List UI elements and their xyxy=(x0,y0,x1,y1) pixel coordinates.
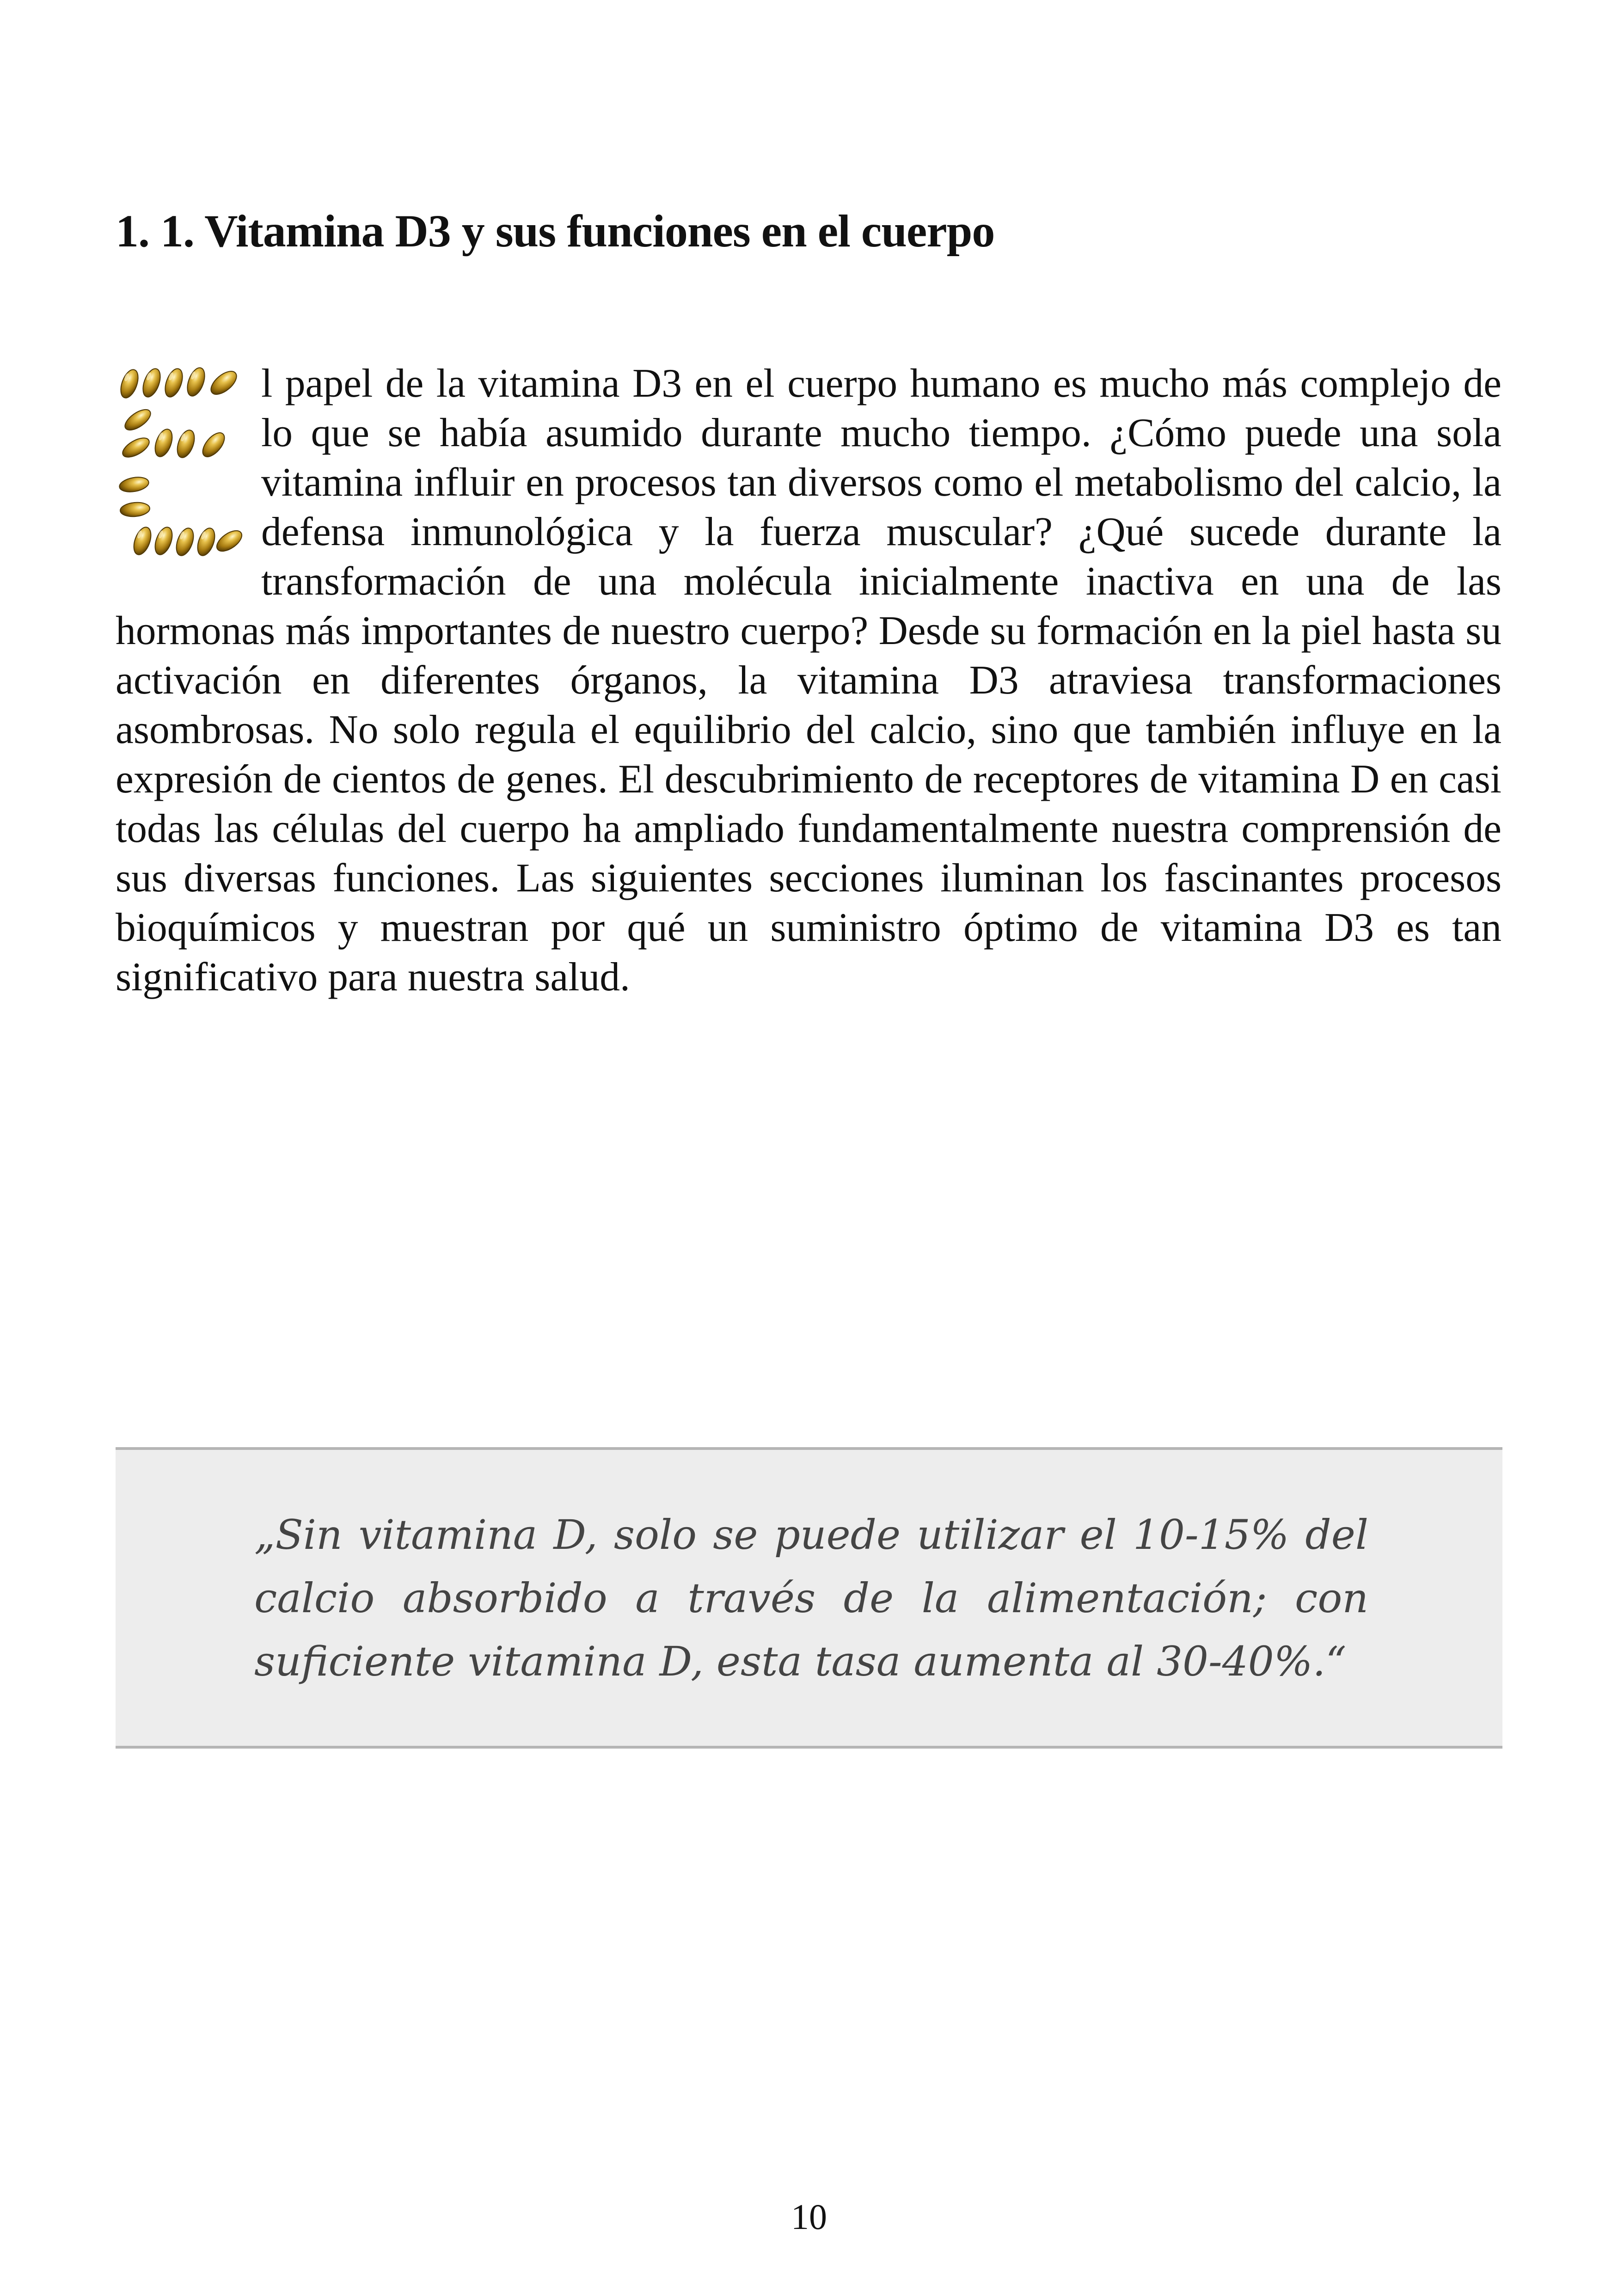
pull-quote-box xyxy=(116,1447,1502,1749)
page-number: 10 xyxy=(791,2197,827,2237)
intro-paragraph xyxy=(116,358,1502,1001)
section-heading: 1. 1. Vitamina D3 y sus funciones en el cuerpo xyxy=(116,205,995,257)
pull-quote-text: „Sin vitamina D, solo se puede utilizar el 10-15% del calcio absorbido a través de la alimentación; con suficiente vitamina D, esta tasa aumenta al 30-40%.“ xyxy=(254,1511,1368,1685)
intro-text: l papel de la vitamina D3 en el cuerpo humano es mucho más complejo de lo que se había asumido durante mucho tiempo. ¿Cómo puede una sola vitamina influir en procesos tan diversos como el metabolismo del calcio, la defensa inmunológica y la fuerza muscular? ¿Qué sucede durante la transformación de una molécula inicialmente inactiva en una de las hormonas más importantes de nuestro cuerpo? Desde su formación en la piel hasta su activación en diferentes órganos, la vitamina D3 atraviesa transformaciones asombrosas. No solo regula el equilibrio del calcio, sino que también influye en la expresión de cientos de genes. El descubrimiento de receptores de vitamina D en casi todas las células del cuerpo ha ampliado fundamentalmente nuestra comprensión de sus diversas funciones. Las siguientes secciones iluminan los fascinantes procesos bioquímicos y muestran por qué un suministro óptimo de vitamina D3 es tan significativo para nuestra salud. xyxy=(116,361,1502,999)
capsule-letter-e-icon xyxy=(116,365,245,559)
